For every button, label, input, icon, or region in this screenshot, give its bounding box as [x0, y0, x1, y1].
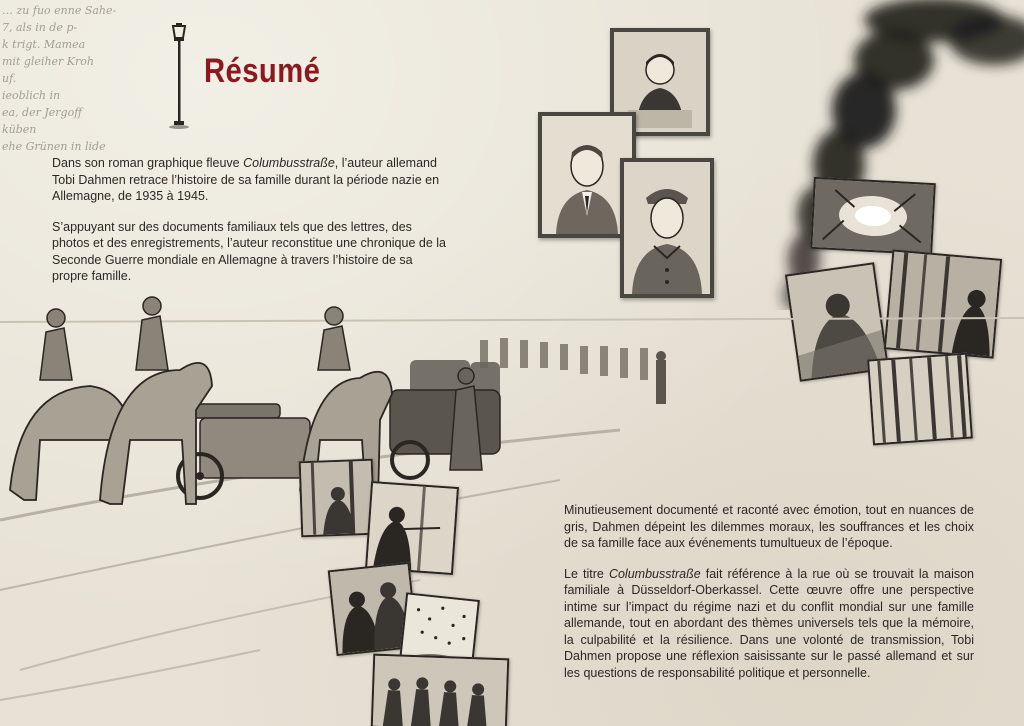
- handwriting-line: ehe Grünen in lide: [2, 140, 106, 153]
- portrait-soldier: [620, 158, 714, 298]
- page-title: Résumé: [204, 52, 321, 90]
- handwriting-line: mit gleiher Kroh: [2, 55, 94, 68]
- intro-text-segment: , l’auteur allemand Tobi Dahmen retrace l’histoire de sa famille durant la période nazie en Allemagne, de 1935 à 1945.: [52, 156, 440, 203]
- book-title-italic: Columbusstraße: [243, 156, 335, 170]
- panel-forest-soldier: [299, 459, 376, 538]
- explosion-illustration: [812, 179, 933, 253]
- panel-marching-troops: [371, 654, 509, 726]
- portrait-soldier-illustration: [624, 162, 710, 294]
- conclusion-text: [564, 502, 974, 695]
- handwriting-line: … zu fuo enne Sahe-: [2, 4, 117, 17]
- intro-paragraph-1: [52, 155, 452, 205]
- panel-soldiers-aiming: [365, 481, 459, 575]
- handwriting-line: küben: [2, 123, 37, 136]
- conclusion-paragraph-2: [564, 566, 974, 682]
- conclusion-paragraph-1: Minutieusement documenté et raconté avec émotion, tout en nuances de gris, Dahmen dépeint les dilemmes moraux, les souffrances et les choix de sa famille face aux événements tumultueux de l’époque.: [564, 503, 974, 550]
- portrait-man-illustration: [542, 116, 632, 234]
- handwritten-letter-background: [0, 0, 152, 153]
- street-lamp-icon: [168, 22, 190, 130]
- intro-paragraph-2: S’appuyant sur des documents familiaux tels que des lettres, des photos et des enregistrements, l’auteur reconstitue une chronique de la Seconde Guerre mondiale en Allemagne à travers l’histoire de sa propre famille.: [52, 219, 446, 283]
- conclusion-text-segment: Le titre: [564, 566, 609, 581]
- intro-text-segment: Dans son roman graphique fleuve: [52, 156, 244, 170]
- handwriting-line: ea, der Jergoff: [2, 106, 83, 119]
- conclusion-text-segment: fait référence à la rue où se trouvait la maison familiale à Düsseldorf-Oberkassel. Cette œuvre offre une perspective intime sur l’impact du régime nazi et du conflit mondial sur une famille allemande, tout en abordant des thèmes universels tels que la mémoire, la culpabilité et la résilience. Dans une volonté de transmission, Tobi Dahmen propose une réflexion saisissante sur le passé allemand et sur les questions de responsabilité politique et personnelle.: [564, 566, 974, 680]
- panel-explosion: [810, 177, 936, 255]
- soldiers-aiming-illustration: [367, 483, 457, 573]
- book-title-italic: Columbusstraße: [608, 566, 701, 581]
- handwriting-line: uf.: [2, 72, 17, 85]
- handwriting-line: 7, als in de p-: [2, 21, 78, 34]
- intro-text: [52, 155, 452, 299]
- handwriting-line: ieoblich in: [2, 89, 61, 102]
- handwriting-line: k trigt. Mamea: [2, 38, 86, 51]
- forest-soldier-illustration: [301, 461, 373, 535]
- marching-troops-illustration: [373, 656, 507, 726]
